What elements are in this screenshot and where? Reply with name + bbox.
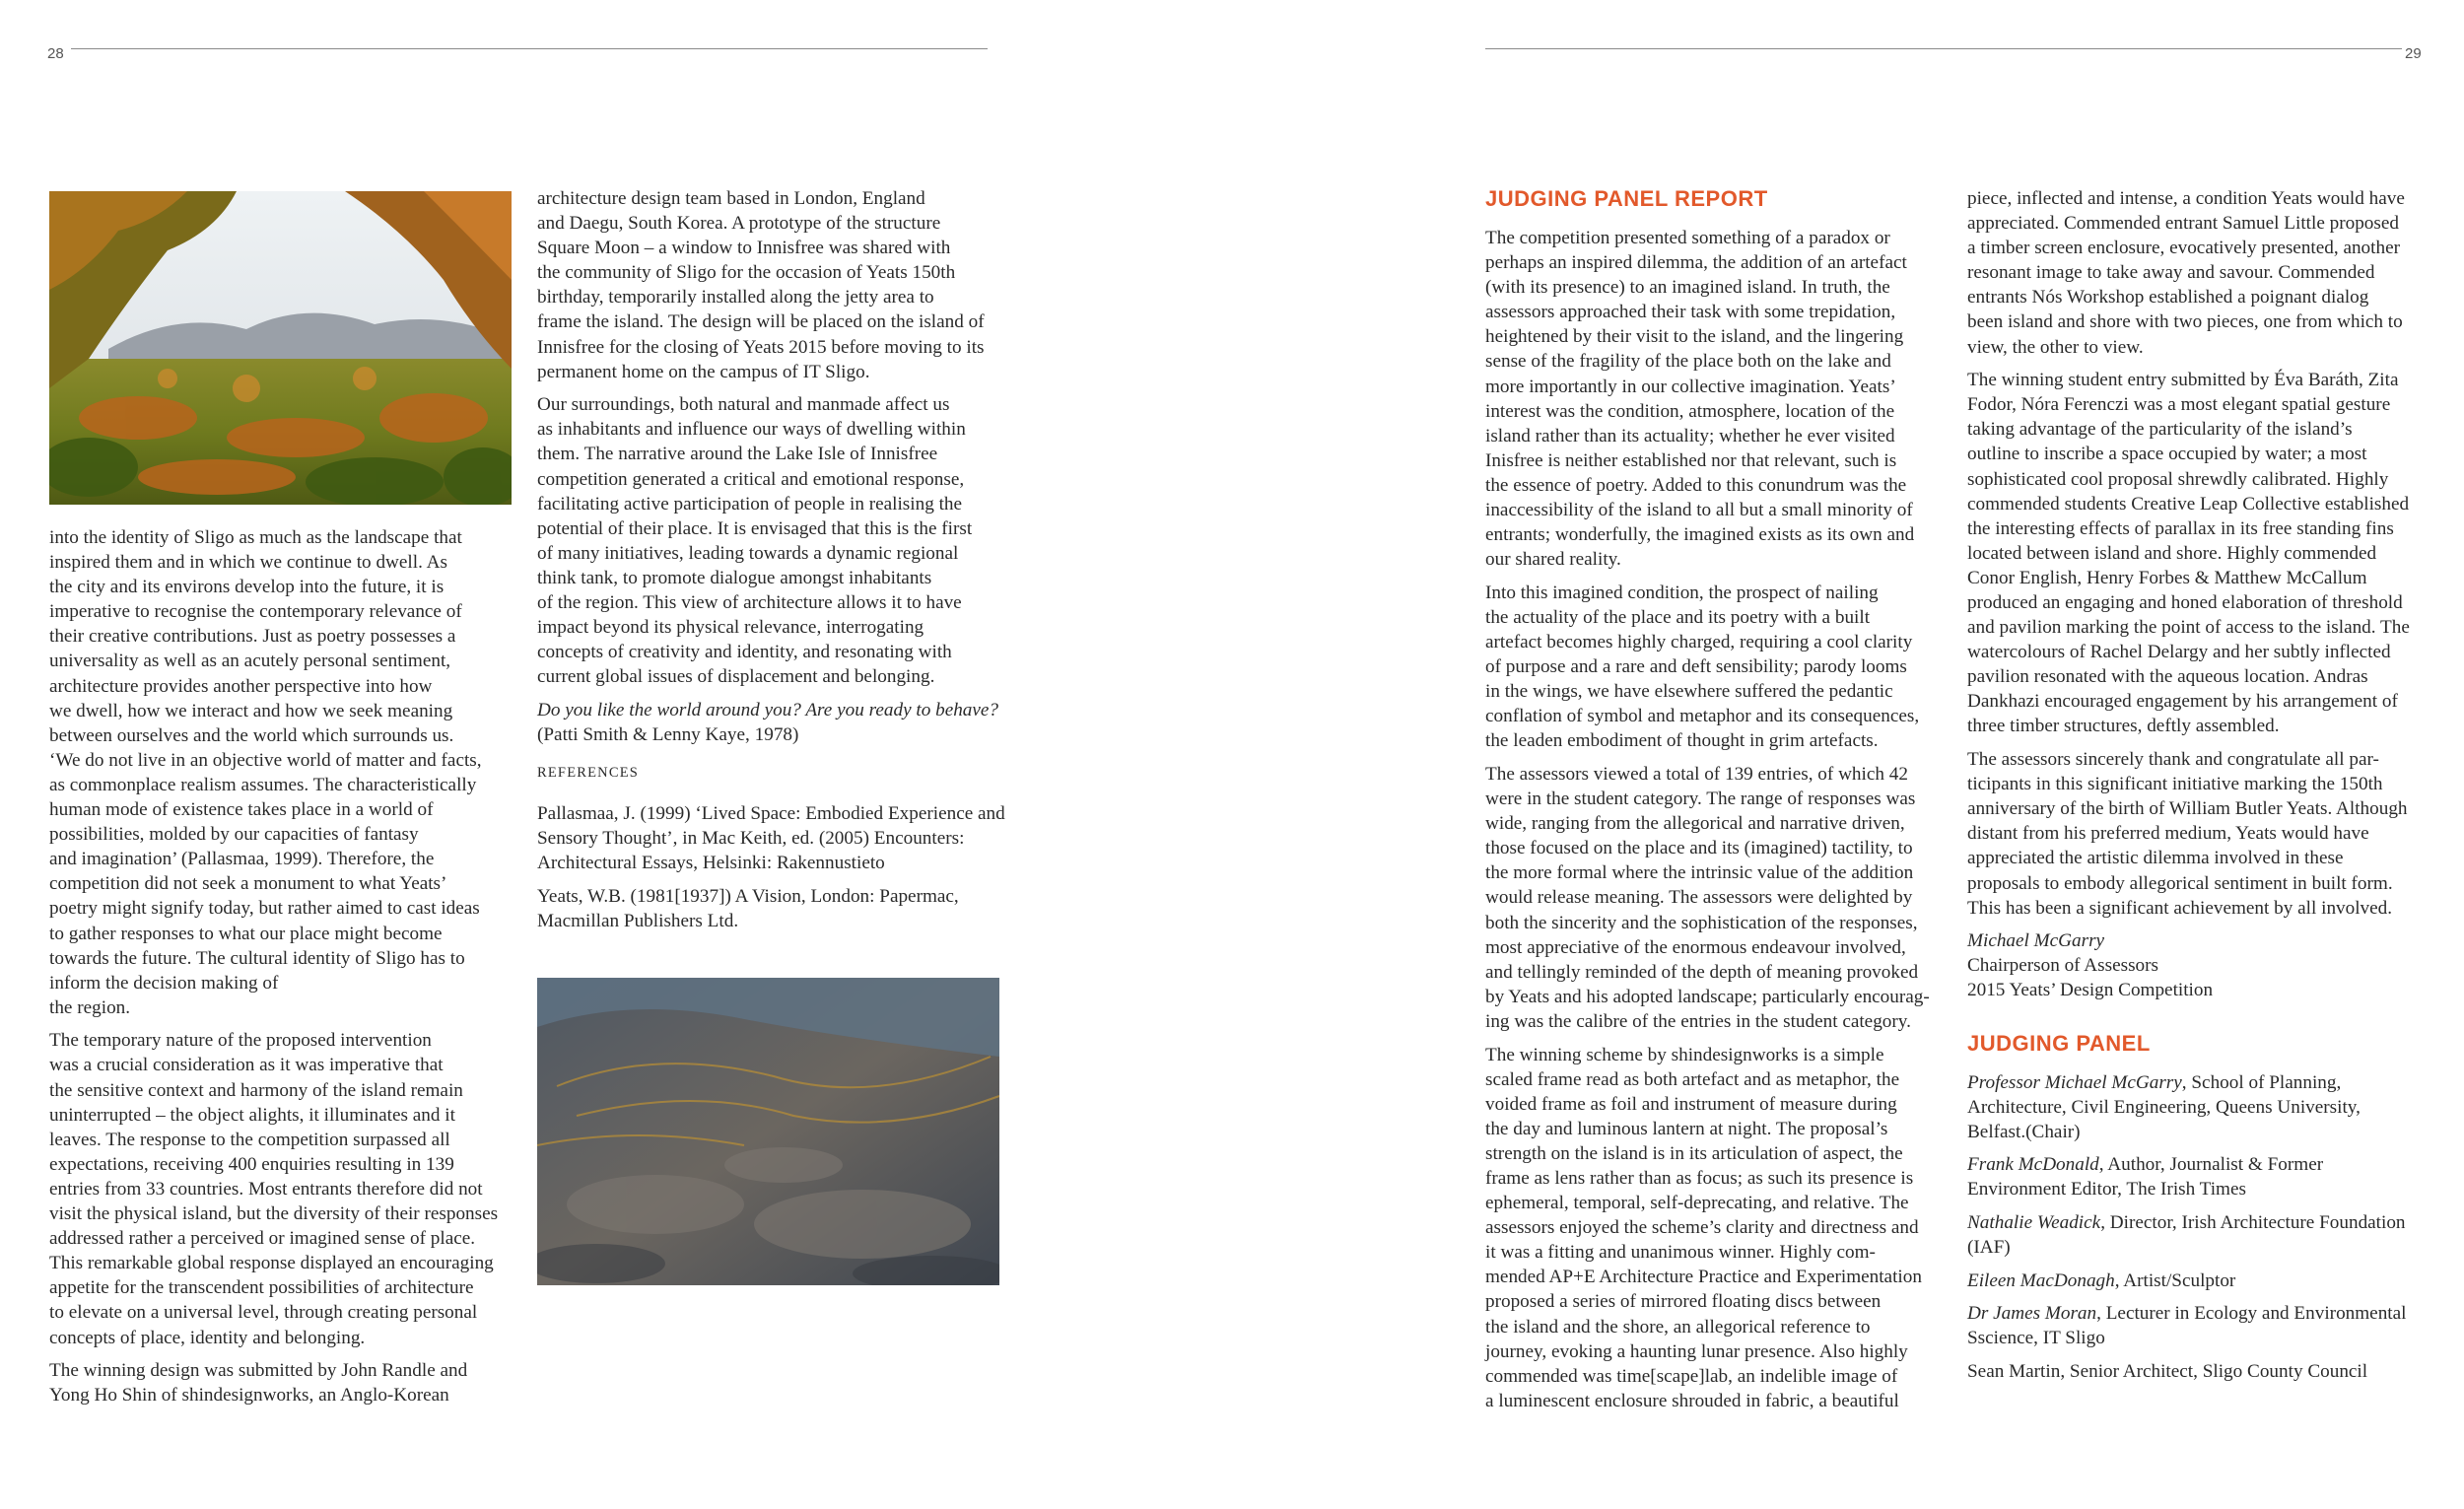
panel-member	[1967, 1152, 2410, 1201]
report-para6	[1967, 368, 2410, 738]
text-line: and imagination’ (Pallasmaa, 1999). Therefore, the	[49, 849, 435, 870]
text-line: The competition presented something of a paradox or	[1485, 228, 1890, 248]
report-para5	[1967, 186, 2410, 360]
text-line: imperative to recognise the contemporary relevance of	[49, 601, 462, 623]
text-line: the island and the shore, an allegorical reference to	[1485, 1316, 1871, 1338]
text-line: appetite for the transcendent possibilities of architecture	[49, 1277, 474, 1299]
text-line: mended AP+E Architecture Practice and Experimentation	[1485, 1267, 1922, 1288]
quote	[537, 698, 1005, 747]
text-line: the interesting effects of parallax in its free standing fins	[1967, 517, 2394, 539]
text-line: ephemeral, temporal, self-deprecating, and relative. The	[1485, 1193, 1909, 1214]
panel-list	[1967, 1070, 2410, 1385]
rock-water-photo	[537, 978, 999, 1285]
panel-member-detail: Sscience, IT Sligo	[1967, 1328, 2105, 1349]
text-line: a timber screen enclosure, evocatively presented, another	[1967, 238, 2400, 259]
text-line: journey, evoking a haunting lunar presence. Also highly	[1485, 1340, 1908, 1362]
panel-member-name: Professor Michael McGarry	[1967, 1071, 2182, 1093]
left-col1-para1	[49, 525, 498, 1020]
text-line: The assessors viewed a total of 139 entries, of which 42	[1485, 763, 1908, 785]
panel-member-detail: , Director, Irish Architecture Foundation	[2100, 1211, 2406, 1233]
text-line: proposed a series of mirrored floating discs between	[1485, 1291, 1882, 1313]
report-para7	[1967, 747, 2410, 921]
text-line: artefact becomes highly charged, requiring a cool clarity	[1485, 632, 1913, 652]
text-line: of the region. This view of architecture allows it to have	[537, 592, 962, 613]
signoff	[1967, 928, 2410, 1002]
text-line: wide, ranging from the allegorical and narrative driven,	[1485, 813, 1905, 835]
text-line: the leaden embodiment of thought in grim artefacts.	[1485, 730, 1879, 752]
text-line: as inhabitants and influence our ways of dwelling within	[537, 419, 966, 441]
text-line: most appreciative of the enormous endeavour involved,	[1485, 936, 1906, 958]
text-line: ing was the calibre of the entries in the student category.	[1485, 1010, 1911, 1032]
text-line: commended was time[scape]lab, an indelible image of	[1485, 1365, 1898, 1387]
text-line: The assessors sincerely thank and congratulate all par-	[1967, 749, 2379, 771]
panel-member	[1967, 1301, 2410, 1350]
text-line: The temporary nature of the proposed intervention	[49, 1030, 432, 1052]
text-line: Pallasmaa, J. (1999) ‘Lived Space: Embodied Experience and	[537, 803, 1005, 825]
judging-panel-heading: JUDGING PANEL	[1967, 1030, 2151, 1056]
panel-member	[1967, 1359, 2410, 1384]
text-line: inaccessibility of the island to all but a small minority of	[1485, 500, 1913, 521]
text-line: poetry might signify today, but rather aimed to cast ideas	[49, 898, 480, 920]
text-line: concepts of place, identity and belonging.	[49, 1327, 366, 1348]
signoff-name: Michael McGarry	[1967, 930, 2105, 952]
text-line: a luminescent enclosure shrouded in fabric, a beautiful	[1485, 1390, 1899, 1411]
text-line: universality as well as an acutely personal sentiment,	[49, 651, 451, 672]
text-line: by Yeats and his adopted landscape; particularly encourag-	[1485, 986, 1930, 1007]
text-line: to gather responses to what our place might become	[49, 923, 443, 944]
text-line: architecture provides another perspective into how	[49, 675, 433, 697]
text-line: assessors approached their task with some trepidation,	[1485, 302, 1896, 323]
text-line: The winning student entry submitted by Éva Baráth, Zita	[1967, 370, 2399, 391]
text-line: more importantly in our collective imagination. Yeats’	[1485, 376, 1896, 397]
text-line: the day and luminous lantern at night. The proposal’s	[1485, 1118, 1888, 1139]
text-line: Square Moon – a window to Innisfree was shared with	[537, 238, 951, 259]
text-line: the region.	[49, 996, 131, 1018]
panel-member-detail: , Artist/Sculptor	[2114, 1269, 2236, 1291]
text-line: ticipants in this significant initiative marking the 150th	[1967, 774, 2383, 795]
left-col2-para1	[537, 186, 1005, 384]
text-line: distant from his preferred medium, Yeats would have	[1967, 823, 2369, 845]
text-line: perhaps an inspired dilemma, the addition of an artefact	[1485, 252, 1907, 274]
reference-2	[537, 884, 1005, 933]
text-line: uninterrupted – the object alights, it illuminates and it	[49, 1104, 455, 1126]
text-line: human mode of existence takes place in a world of	[49, 799, 434, 821]
text-line: entrants; wonderfully, the imagined exists as its own and	[1485, 524, 1915, 546]
text-line: inform the decision making of	[49, 972, 279, 994]
text-line: pavilion resonated with the aqueous location. Andras	[1967, 666, 2368, 688]
text-line: entrants Nós Workshop established a poignant dialog	[1967, 287, 2369, 309]
left-col1-para2	[49, 1028, 498, 1349]
text-line: in the wings, we have elsewhere suffered the pedantic	[1485, 681, 1893, 703]
text-line: potential of their place. It is envisaged that this is the first	[537, 517, 973, 539]
text-line: those focused on the place and its (imagined) tactility, to	[1485, 838, 1913, 859]
text-line: the actuality of the place and its poetry with a built	[1485, 606, 1871, 628]
text-line: Macmillan Publishers Ltd.	[537, 911, 739, 932]
text-line: scaled frame read as both artefact and as metaphor, the	[1485, 1068, 1900, 1090]
text-line: was a crucial consideration as it was imperative that	[49, 1055, 444, 1076]
reference-1	[537, 801, 1005, 875]
text-line: the community of Sligo for the occasion of Yeats 150th	[537, 262, 956, 284]
text-line: three timber structures, deftly assembled.	[1967, 716, 2280, 737]
text-line: Our surroundings, both natural and manmade affect us	[537, 394, 950, 416]
signoff-title-2: 2015 Yeats’ Design Competition	[1967, 980, 2214, 1001]
text-line: view, the other to view.	[1967, 336, 2144, 358]
judging-panel-report-heading: JUDGING PANEL REPORT	[1485, 186, 1768, 211]
text-line: appreciated the artistic dilemma involved in these	[1967, 848, 2344, 869]
panel-member-detail: Environment Editor, The Irish Times	[1967, 1179, 2246, 1200]
text-line: into the identity of Sligo as much as the landscape that	[49, 527, 462, 548]
text-line: of purpose and a rare and deft sensibility; parody looms	[1485, 656, 1907, 678]
text-line: Into this imagined condition, the prospect of nailing	[1485, 582, 1879, 603]
text-line: the essence of poetry. Added to this conundrum was the	[1485, 474, 1907, 496]
left-header-rule	[71, 48, 988, 49]
text-line: resonant image to take away and savour. Commended	[1967, 262, 2375, 284]
report-para3	[1485, 762, 1930, 1034]
text-line: interest was the condition, atmosphere, location of the	[1485, 400, 1895, 422]
text-line: This remarkable global response displayed an encouraging	[49, 1253, 494, 1274]
quote-text: Do you like the world around you? Are you ready to behave?	[537, 699, 999, 720]
panel-member-name: Nathalie Weadick	[1967, 1211, 2101, 1233]
panel-member-name: Frank McDonald	[1967, 1154, 2099, 1176]
text-line: piece, inflected and intense, a condition Yeats would have	[1967, 188, 2405, 209]
text-line: birthday, temporarily installed along the jetty area to	[537, 287, 934, 309]
text-line: island rather than its actuality; whether he ever visited	[1485, 425, 1895, 446]
text-line: watercolours of Rachel Delargy and her subtly inflected	[1967, 642, 2391, 663]
text-line: conflation of symbol and metaphor and its consequences,	[1485, 706, 1920, 727]
text-line: Yeats, W.B. (1981[1937]) A Vision, London: Papermac,	[537, 885, 959, 907]
text-line: The winning scheme by shindesignworks is a simple	[1485, 1044, 1884, 1065]
quote-credit: (Patti Smith & Lenny Kaye, 1978)	[537, 723, 799, 745]
panel-member-detail: (IAF)	[1967, 1237, 2011, 1259]
text-line: Yong Ho Shin of shindesignworks, an Anglo-Korean	[49, 1385, 449, 1406]
text-line: think tank, to promote dialogue amongst inhabitants	[537, 567, 932, 588]
signoff-title-1: Chairperson of Assessors	[1967, 955, 2158, 977]
text-line: outline to inscribe a space occupied by water; a most	[1967, 444, 2367, 465]
text-line: inspired them and in which we continue to dwell. As	[49, 552, 447, 574]
text-line: commended students Creative Leap Collective established	[1967, 493, 2410, 514]
text-line: taking advantage of the particularity of the island’s	[1967, 419, 2353, 441]
text-line: frame as lens rather than as focus; as such its presence is	[1485, 1167, 1914, 1189]
text-line: entries from 33 countries. Most entrants therefore did not	[49, 1178, 483, 1200]
text-line: and pavilion marking the point of access to the island. The	[1967, 617, 2410, 639]
text-line: frame the island. The design will be placed on the island of	[537, 311, 985, 333]
text-line: impact beyond its physical relevance, interrogating	[537, 617, 924, 639]
panel-member-detail: , Lecturer in Ecology and Environmental	[2096, 1303, 2407, 1325]
text-line: the more formal where the intrinsic value of the addition	[1485, 862, 1914, 884]
text-line: their creative contributions. Just as poetry possesses a	[49, 626, 456, 648]
right-col-2	[1967, 186, 2410, 1393]
text-line: current global issues of displacement and belonging.	[537, 666, 935, 688]
text-line: facilitating active participation of people in realising the	[537, 493, 963, 514]
text-line: them. The narrative around the Lake Isle of Innisfree	[537, 444, 938, 465]
text-line: as commonplace realism assumes. The characteristically	[49, 774, 477, 795]
text-line: proposals to embody allegorical sentiment in built form.	[1967, 872, 2393, 894]
text-line: The winning design was submitted by John Randle and	[49, 1360, 468, 1382]
text-line: This has been a significant achievement by all involved.	[1967, 897, 2393, 919]
text-line: of many initiatives, leading towards a dynamic regional	[537, 542, 959, 564]
text-line: ‘We do not live in an objective world of matter and facts,	[49, 749, 482, 771]
panel-member	[1967, 1070, 2410, 1144]
text-line: to elevate on a universal level, through creating personal	[49, 1302, 478, 1324]
text-line: the sensitive context and harmony of the island remain	[49, 1079, 463, 1101]
text-line: sophisticated cool proposal shrewdly calibrated. Highly	[1967, 468, 2389, 490]
text-line: concepts of creativity and identity, and resonating with	[537, 642, 952, 663]
left-col1-para3	[49, 1358, 498, 1407]
text-line: voided frame as foil and instrument of measure during	[1485, 1093, 1897, 1115]
text-line: competition did not seek a monument to what Yeats’	[49, 873, 447, 895]
panel-member	[1967, 1269, 2410, 1293]
text-line: located between island and shore. Highly commended	[1967, 542, 2377, 564]
right-col-1	[1485, 186, 1930, 1421]
text-line: Architectural Essays, Helsinki: Rakennustieto	[537, 853, 885, 874]
text-line: sense of the fragility of the place both on the lake and	[1485, 351, 1891, 373]
text-line: and Daegu, South Korea. A prototype of the structure	[537, 213, 941, 235]
text-line: leaves. The response to the competition surpassed all	[49, 1129, 450, 1150]
panel-member-detail: , Author, Journalist & Former	[2098, 1154, 2324, 1176]
left-page-number: 28	[47, 45, 64, 62]
text-line: both the sincerity and the sophistication of the responses,	[1485, 912, 1918, 933]
text-line: the city and its environs develop into the future, it is	[49, 577, 445, 598]
text-line: expectations, receiving 400 enquiries resulting in 139	[49, 1153, 454, 1175]
text-line: would release meaning. The assessors were delighted by	[1485, 887, 1913, 909]
panel-member-name: Eileen MacDonagh	[1967, 1269, 2115, 1291]
right-header-rule	[1485, 48, 2402, 49]
text-line: addressed rather a perceived or imagined sense of place.	[49, 1228, 476, 1250]
text-line: towards the future. The cultural identity of Sligo has to	[49, 947, 465, 969]
text-line: we dwell, how we interact and how we seek meaning	[49, 700, 453, 721]
left-col-2	[537, 186, 1005, 942]
landscape-photo	[49, 191, 512, 505]
text-line: Inisfree is neither established nor that relevant, such is	[1485, 449, 1897, 471]
text-line: possibilities, molded by our capacities of fantasy	[49, 824, 419, 846]
panel-member-name: Dr James Moran	[1967, 1303, 2097, 1325]
text-line: visit the physical island, but the diversity of their responses	[49, 1203, 499, 1225]
text-line: our shared reality.	[1485, 549, 1621, 571]
report-para2	[1485, 581, 1930, 754]
report-para1	[1485, 226, 1930, 572]
report-para4	[1485, 1043, 1930, 1413]
references-heading: REFERENCES	[537, 765, 640, 782]
text-line: strength on the island is in its articulation of aspect, the	[1485, 1142, 1903, 1164]
text-line: permanent home on the campus of IT Sligo.	[537, 361, 870, 382]
text-line: architecture design team based in London, England	[537, 188, 925, 209]
panel-member-detail: Architecture, Civil Engineering, Queens University,	[1967, 1096, 2361, 1118]
text-line: been island and shore with two pieces, one from which to	[1967, 311, 2403, 333]
text-line: and tellingly reminded of the depth of meaning provoked	[1485, 961, 1919, 983]
panel-member-detail: Sean Martin, Senior Architect, Sligo County Council	[1967, 1360, 2368, 1382]
panel-member-detail: , School of Planning,	[2181, 1071, 2342, 1093]
text-line: (with its presence) to an imagined island. In truth, the	[1485, 277, 1890, 299]
left-col2-para2	[537, 392, 1005, 689]
text-line: Sensory Thought’, in Mac Keith, ed. (2005) Encounters:	[537, 828, 965, 850]
text-line: Dankhazi encouraged engagement by his arrangement of	[1967, 691, 2398, 713]
text-line: between ourselves and the world which surrounds us.	[49, 724, 454, 746]
panel-member-detail: Belfast.(Chair)	[1967, 1121, 2081, 1142]
text-line: Conor English, Henry Forbes & Matthew McCallum	[1967, 567, 2367, 588]
right-page-number: 29	[2405, 45, 2422, 62]
text-line: anniversary of the birth of William Butler Yeats. Although	[1967, 798, 2408, 820]
text-line: Innisfree for the closing of Yeats 2015 before moving to its	[537, 336, 985, 358]
left-col-1	[49, 525, 498, 1416]
text-line: appreciated. Commended entrant Samuel Little proposed	[1967, 213, 2399, 235]
panel-member	[1967, 1210, 2410, 1260]
text-line: were in the student category. The range of responses was	[1485, 789, 1916, 810]
text-line: assessors enjoyed the scheme’s clarity and directness and	[1485, 1217, 1919, 1239]
text-line: it was a fitting and unanimous winner. Highly com-	[1485, 1242, 1876, 1264]
text-line: heightened by their visit to the island, and the lingering	[1485, 326, 1904, 348]
text-line: competition generated a critical and emotional response,	[537, 468, 965, 490]
text-line: produced an engaging and honed elaboration of threshold	[1967, 592, 2403, 613]
text-line: Fodor, Nóra Ferenczi was a most elegant spatial gesture	[1967, 394, 2391, 416]
